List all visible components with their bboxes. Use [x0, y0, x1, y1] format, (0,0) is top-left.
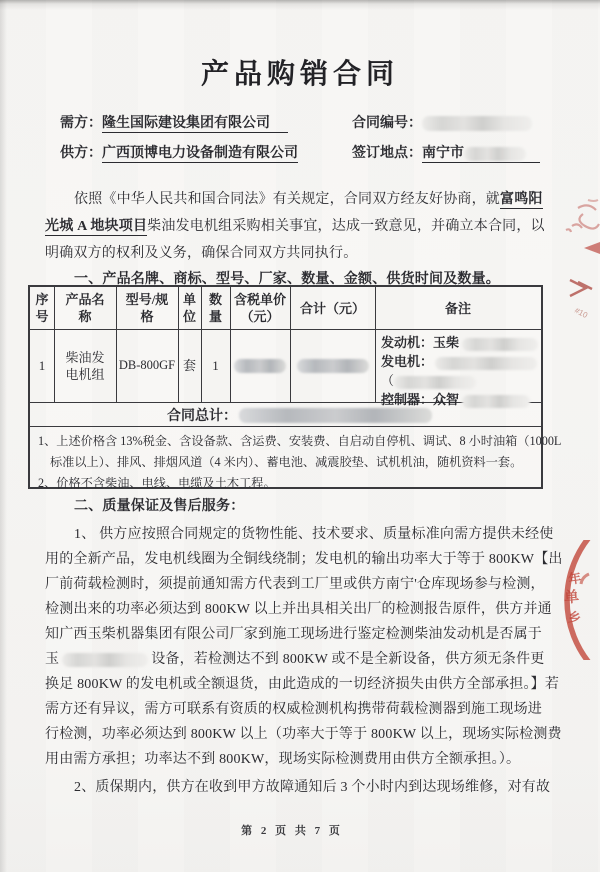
remark-generator: 发电机： — [381, 351, 537, 370]
price-note-2: 2、价格不含柴油、电线、电缆及土木工程。 — [38, 476, 276, 490]
remark-controller-redacted — [462, 395, 530, 408]
quality-line-5: 知广西玉柴机器集团有限公司厂家到施工现场进行鉴定检测柴油发动机是否属于 — [45, 627, 542, 642]
supplier-label: 供方： — [60, 146, 102, 161]
remark-engine: 发动机：玉柴 — [381, 332, 538, 351]
intro-line-1: 依照《中华人民共和国合同法》有关规定，合同双方经友好协商，就富鸣阳 — [74, 192, 543, 207]
remark-generator-redacted — [435, 357, 537, 370]
buyer-field — [60, 112, 288, 133]
intro-line-2: 光城 A 地块项目柴油发电机组采购相关事宜，达成一致意见，并确立本合同，以 — [45, 219, 545, 234]
seal-char-icon: 乡 — [567, 609, 582, 626]
quality-line-6-redacted — [62, 653, 148, 667]
cell-unit-price — [230, 329, 290, 402]
svg-text:#10: #10 — [573, 305, 590, 321]
contract-total-label: 合同总计： — [167, 409, 237, 424]
price-note-1: 1、上述价格含 13%税金、含设备款、含运费、安装费、自启动自停机、调试、8 小时油箱（1000L — [38, 434, 562, 448]
quality-line-10: 用由需方承担；功率达不到 800KW，现场实际检测费用由供方全额承担。）。 — [45, 752, 521, 767]
cell-unit: 套 — [182, 358, 196, 373]
cell-total — [290, 329, 375, 402]
sign-place-redacted — [464, 147, 526, 161]
remark-engine-redacted — [462, 338, 538, 351]
contract-no-redacted — [422, 116, 532, 131]
red-handwriting-stamp-icon — [558, 196, 600, 321]
cell-qty: 1 — [212, 358, 219, 373]
col-header-unit: 单 位 — [182, 292, 196, 324]
contract-total-redacted — [239, 406, 432, 424]
sign-place-value: 南宁市 — [422, 146, 464, 161]
buyer-label: 需方： — [60, 116, 102, 131]
contract-no-label: 合同编号： — [352, 116, 422, 131]
table-line — [30, 426, 541, 427]
cell-no: 1 — [38, 358, 46, 373]
quality-line-7: 换足 800KW 的发电机或全额退货，由此造成的一切经济损失由供方全部承担。】若 — [45, 677, 560, 692]
col-header-unit-price: 含税单价 （元） — [233, 292, 286, 324]
remark-paren: （ — [381, 370, 476, 389]
seal-char-icon: 单 — [563, 588, 580, 607]
page-title: 产品购销合同 — [200, 59, 399, 90]
quality-line-2: 用的全新产品，发电机线圈为全铜线绕制；发电机的输出功率大于等于 800KW【出 — [45, 552, 563, 567]
project-name-part2: 光城 A 地块项目 — [45, 219, 148, 234]
cell-model: DB-800GF — [118, 358, 176, 372]
quality-line-4: 检测出来的功率必须达到 800KW 以上并出具相关出厂的检测报告原件，供方并通 — [45, 602, 552, 617]
buyer-value: 隆生国际建设集团有限公司 — [102, 112, 288, 133]
col-header-remark: 备注 — [444, 300, 471, 316]
col-header-model: 型号/规 格 — [125, 292, 169, 324]
quality-line-8: 需方还有异议，需方可联系有资质的权威检测机构携带荷载检测器到施工现场进 — [45, 702, 542, 717]
supplier-field — [60, 142, 298, 163]
price-note-1b: 标准以上）、排风、排烟风道（4 米内）、蓄电池、减震胶垫、试机机油，随机资料一套。 — [50, 455, 523, 469]
quality-line-9: 行检测，功率必须达到 800KW 以上（功率大于等于 800KW 以上，现场实际检测费 — [45, 727, 562, 742]
sign-place-field — [352, 142, 540, 163]
page-footer: 第 2 页 共 7 页 — [241, 825, 343, 837]
section1-heading: 一、产品名牌、商标、型号、厂家、数量、金额、供货时间及数量。 — [74, 272, 500, 287]
col-header-no: 序 号 — [35, 292, 49, 324]
unit-price-redacted — [234, 359, 286, 373]
intro-line-3: 明确双方的权利及义务，确保合同双方共同执行。 — [45, 246, 358, 261]
col-header-name: 产品名 称 — [65, 292, 105, 324]
seal-char-icon: 年 — [567, 570, 583, 587]
sign-place-label: 签订地点： — [352, 146, 422, 161]
scan-edge-shadow — [0, 0, 7, 872]
warranty-paragraph: 2、质保期内，供方在收到甲方故障通知后 3 个小时内到达现场维修，对有故 — [74, 780, 551, 795]
remark-controller: 控制器：众智 — [381, 389, 530, 408]
total-redacted — [297, 359, 369, 373]
supplier-value: 广西顶博电力设备制造有限公司 — [102, 142, 298, 163]
col-header-total: 合计（元） — [299, 300, 365, 316]
project-name-part1: 富鸣阳 — [500, 192, 543, 207]
products-table — [28, 285, 562, 490]
cell-product-name: 柴油发 电机组 — [65, 349, 105, 382]
contract-no-field — [352, 112, 532, 132]
quality-line-1: 1、 供方应按照合同规定的货物性能、技术要求、质量标准向需方提供未经使 — [74, 527, 554, 542]
section2-heading: 二、质量保证及售后服务： — [74, 499, 245, 514]
col-header-qty: 数 量 — [208, 292, 222, 324]
quality-line-6: 玉 设备，若检测达不到 800KW 或不是全新设备，供方须无条件更 — [45, 652, 545, 667]
remark-paren-redacted — [394, 376, 476, 389]
quality-line-3: 厂前荷载检测时，须提前通知需方代表到工厂里或供方南宁'仓库现场参与检测， — [45, 577, 545, 592]
